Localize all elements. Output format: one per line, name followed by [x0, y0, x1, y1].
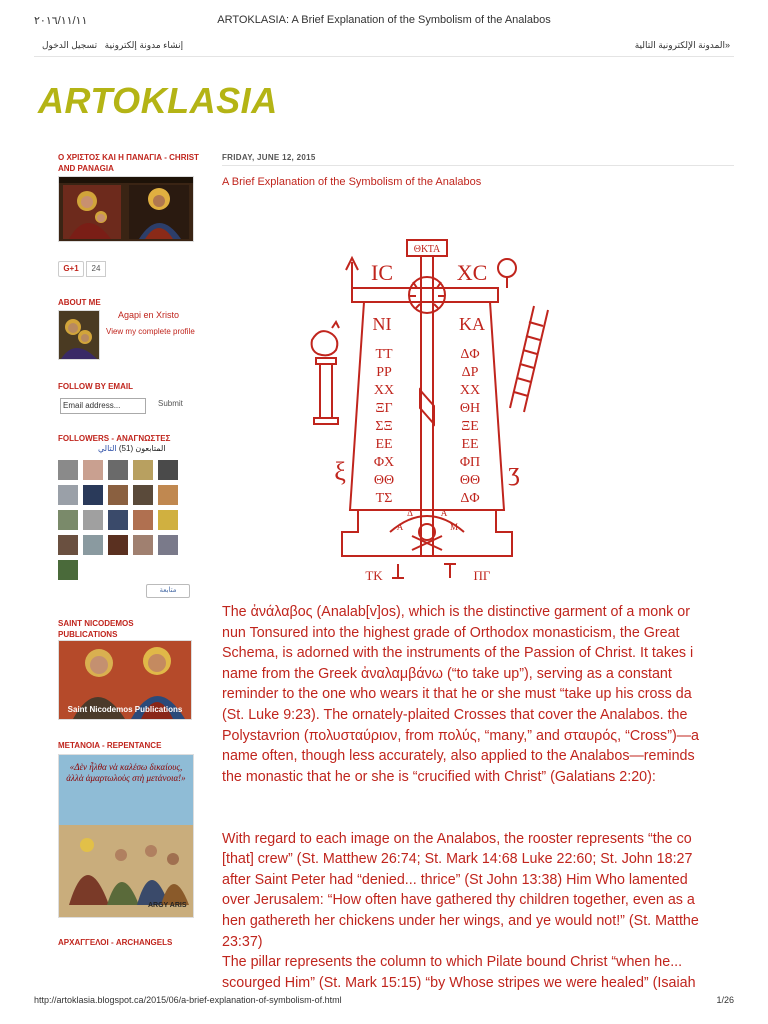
follower-avatar[interactable]: [133, 535, 153, 555]
post-date: FRIDAY, JUNE 12, 2015: [222, 153, 316, 162]
post-paragraph-line: (St. Luke 9:23). The ornately-plaited Crosses that cover the Analabos. the: [222, 706, 688, 723]
follower-avatar[interactable]: [58, 460, 78, 480]
email-input[interactable]: Email address...: [60, 398, 146, 414]
post-paragraph-line: [that] crew” (St. Matthew 26:74; St. Mark 14:68 Luke 22:60; St. John 18:27: [222, 851, 693, 868]
archangels-title: ΑΡΧΑΓΓΕΛΟΙ - ARCHANGELS: [58, 938, 173, 947]
ic-letters: IC: [371, 260, 393, 285]
post-paragraph-line: [222, 808, 736, 829]
followers-next-link[interactable]: التالي: [98, 444, 117, 453]
post-paragraph-line: scourged Him” (St. Mark 15:15) “by Whose stripes we were healed” (Isaiah: [222, 974, 696, 991]
xc-letters: XC: [456, 260, 488, 285]
christ-panagia-icon-image[interactable]: [58, 176, 194, 242]
right-column-letters: ΧΧ: [459, 383, 481, 398]
follower-avatar[interactable]: [83, 485, 103, 505]
skull-letter-m: Μ: [449, 522, 459, 532]
left-column-letters: ΕΕ: [375, 437, 393, 452]
google-plus-count: 24: [86, 261, 106, 277]
google-plus-button[interactable]: G+1: [58, 261, 84, 277]
follower-avatar[interactable]: [133, 460, 153, 480]
right-letter-column: [460, 347, 480, 506]
right-column-letters: ΔΦ: [460, 347, 480, 362]
follow-button[interactable]: متابعة: [146, 584, 190, 598]
blog-title[interactable]: ARTOKLASIA: [38, 80, 278, 121]
page-number: 1/26: [716, 995, 734, 1005]
followers-title: FOLLOWERS - ΑΝΑΓΝΩΣΤΕΣ: [58, 434, 171, 443]
skull-letter-d: Δ: [407, 508, 413, 518]
post-paragraph-line: reminder to the one who wears it that he or she must “take up his cross da: [222, 686, 692, 703]
follower-avatar[interactable]: [58, 485, 78, 505]
post-paragraph-line: Polystavrion (πολυσταύριον, from πολύς, “many,” and σταυρός, “Cross”)—a: [222, 727, 699, 744]
print-date: ٢٠١٦/١١/١١: [34, 15, 88, 27]
next-blog-link[interactable]: المدونة الإلكترونية التالية»: [634, 40, 730, 50]
post-paragraph-line: the monastic that he or she is “crucified with Christ” (Galatians 2:20):: [222, 768, 656, 785]
post-paragraph-line: name from the Greek ἀναλαμβάνω (“to take up”), serving as a constant: [222, 665, 672, 682]
create-blog-link[interactable]: إنشاء مدونة إلكترونية: [104, 40, 184, 50]
christ-panagia-title: Ο ΧΡΙΣΤΟΣ ΚΑΙ Η ΠΑΝΑΓΙΑ - CHRIST AND PANAGIA: [58, 153, 199, 173]
page-url: http://artoklasia.blogspot.ca/2015/06/a-brief-explanation-of-symbolism-of.html: [34, 995, 342, 1005]
post-paragraph-line: after Saint Peter had “denied... thrice” (St John 13:38) Him Who lamented: [222, 871, 688, 888]
post-title[interactable]: A Brief Explanation of the Symbolism of the Analabos: [222, 176, 482, 188]
print-footer: [34, 995, 734, 1005]
post-paragraph-line: hen gathereth her chickens under her wings, and ye would not!” (St. Matthe: [222, 912, 699, 929]
follow-by-email-title: FOLLOW BY EMAIL: [58, 382, 133, 391]
sign-in-link[interactable]: تسجيل الدخول: [42, 40, 98, 50]
left-column-letters: ΣΞ: [375, 419, 393, 434]
follower-avatar[interactable]: [58, 560, 78, 580]
submit-button[interactable]: Submit: [158, 399, 183, 408]
right-column-letters: ΔΡ: [461, 365, 479, 380]
left-column-letters: ΦΧ: [373, 455, 395, 470]
follower-avatar[interactable]: [58, 510, 78, 530]
ladder-icon: [510, 306, 548, 412]
divider: [222, 165, 734, 166]
titulus-text: ΘΚΤΑ: [413, 244, 441, 255]
metanoia-artist: ARGY ARIS: [148, 902, 187, 909]
follower-avatar[interactable]: [108, 510, 128, 530]
print-header: [0, 14, 768, 30]
post-paragraph-line: The pillar represents the column to which Pilate bound Christ “when he...: [222, 954, 683, 971]
about-me-title: ABOUT ME: [58, 298, 101, 307]
follower-avatar[interactable]: [133, 510, 153, 530]
post-paragraph-line: nun Tonsured into the highest grade of Orthodox monasticism, the Great: [222, 624, 680, 641]
sponge-icon: [498, 259, 516, 277]
right-column-letters: ΘΗ: [459, 401, 481, 416]
left-letter-column: [374, 347, 394, 506]
right-zeta-glyph: ʒ: [508, 457, 520, 486]
follower-avatar[interactable]: [83, 510, 103, 530]
post-paragraph-line: over Jerusalem: “How often have gathered thy children together, even as a: [222, 892, 695, 909]
post-paragraph-line: Schema, is adorned with the instruments of the Passion of Christ. It takes i: [222, 645, 694, 662]
followers-count-text: المتابعون (51): [118, 444, 166, 453]
ka-letters: KA: [459, 314, 485, 334]
post-paragraph-line: With regard to each image on the Analabos, the rooster represents “the co: [222, 830, 692, 847]
follower-avatar[interactable]: [158, 510, 178, 530]
cross-horizontal-beam: [352, 288, 498, 302]
left-column-letters: ΤΤ: [375, 347, 393, 362]
profile-name[interactable]: Agapi en Xristo: [118, 310, 180, 320]
view-profile-link[interactable]: View my complete profile: [106, 327, 195, 336]
left-column-letters: ΘΘ: [373, 473, 395, 488]
left-column-letters: ΧΧ: [373, 383, 395, 398]
pillar-icon: [320, 364, 332, 418]
post-paragraph-line: The ἀνάλαβος (Analab[v]os), which is the distinctive garment of a monk or: [222, 604, 690, 620]
left-column-letters: ΡΡ: [376, 365, 392, 380]
print-title: ARTOKLASIA: A Brief Explanation of the Symbolism of the Analabos: [217, 14, 551, 26]
metanoia-title: METANOIA - REPENTANCE: [58, 741, 162, 750]
analabos-diagram[interactable]: [302, 210, 562, 590]
right-column-letters: ΦΠ: [459, 455, 481, 470]
thorn-marks: [410, 282, 444, 308]
cross-footrest: [420, 390, 434, 424]
follower-avatar[interactable]: [158, 535, 178, 555]
pillar-base: [314, 418, 338, 424]
blogger-navbar: [34, 34, 734, 57]
metanoia-quote: «Δὲν ἦλθα νὰ καλέσω δικαίους, ἀλλὰ ἁμαρτωλοὺς στὴ μετάνοια!»: [66, 762, 186, 783]
left-zeta-glyph: ξ: [334, 457, 346, 486]
crossbones-icon: [412, 536, 442, 550]
follower-avatar[interactable]: [108, 535, 128, 555]
skull-letter-a2: Α: [440, 508, 448, 518]
right-column-letters: ΔΦ: [460, 491, 480, 506]
skull-letter-a: Α: [396, 522, 404, 532]
follower-avatar[interactable]: [83, 535, 103, 555]
follower-avatar[interactable]: [108, 485, 128, 505]
rooster-icon: [312, 322, 339, 355]
spear-icon: [346, 258, 358, 288]
right-column-letters: ΞΕ: [461, 419, 479, 434]
follower-avatar[interactable]: [83, 460, 103, 480]
navbar-left: [42, 40, 188, 51]
post-body: [222, 602, 736, 993]
left-column-letters: ΤΣ: [375, 491, 393, 506]
profile-avatar[interactable]: [58, 310, 100, 360]
follower-avatar[interactable]: [158, 485, 178, 505]
follower-avatar[interactable]: [58, 535, 78, 555]
followers-count: [98, 444, 166, 453]
post-paragraph-line: 23:37): [222, 933, 263, 950]
follower-avatar[interactable]: [133, 485, 153, 505]
nicodemos-title: SAINT NICODEMOS PUBLICATIONS: [58, 619, 134, 639]
pg-letters: ΠΓ: [473, 568, 491, 583]
hammer-and-pincers-icon: [392, 564, 456, 578]
follower-avatar[interactable]: [158, 460, 178, 480]
post-paragraph-line: [222, 787, 736, 808]
follower-avatar[interactable]: [108, 460, 128, 480]
post-paragraph-line: name often, though less accurately, also applied to the Analabos—reminds: [222, 748, 695, 765]
left-column-letters: ΞΓ: [375, 401, 393, 416]
nicodemos-caption: Saint Nicodemos Publications: [67, 705, 183, 714]
ni-letters: NI: [372, 314, 392, 334]
right-column-letters: ΕΕ: [461, 437, 479, 452]
tk-letters: ΤΚ: [365, 568, 383, 583]
right-column-letters: ΘΘ: [459, 473, 481, 488]
